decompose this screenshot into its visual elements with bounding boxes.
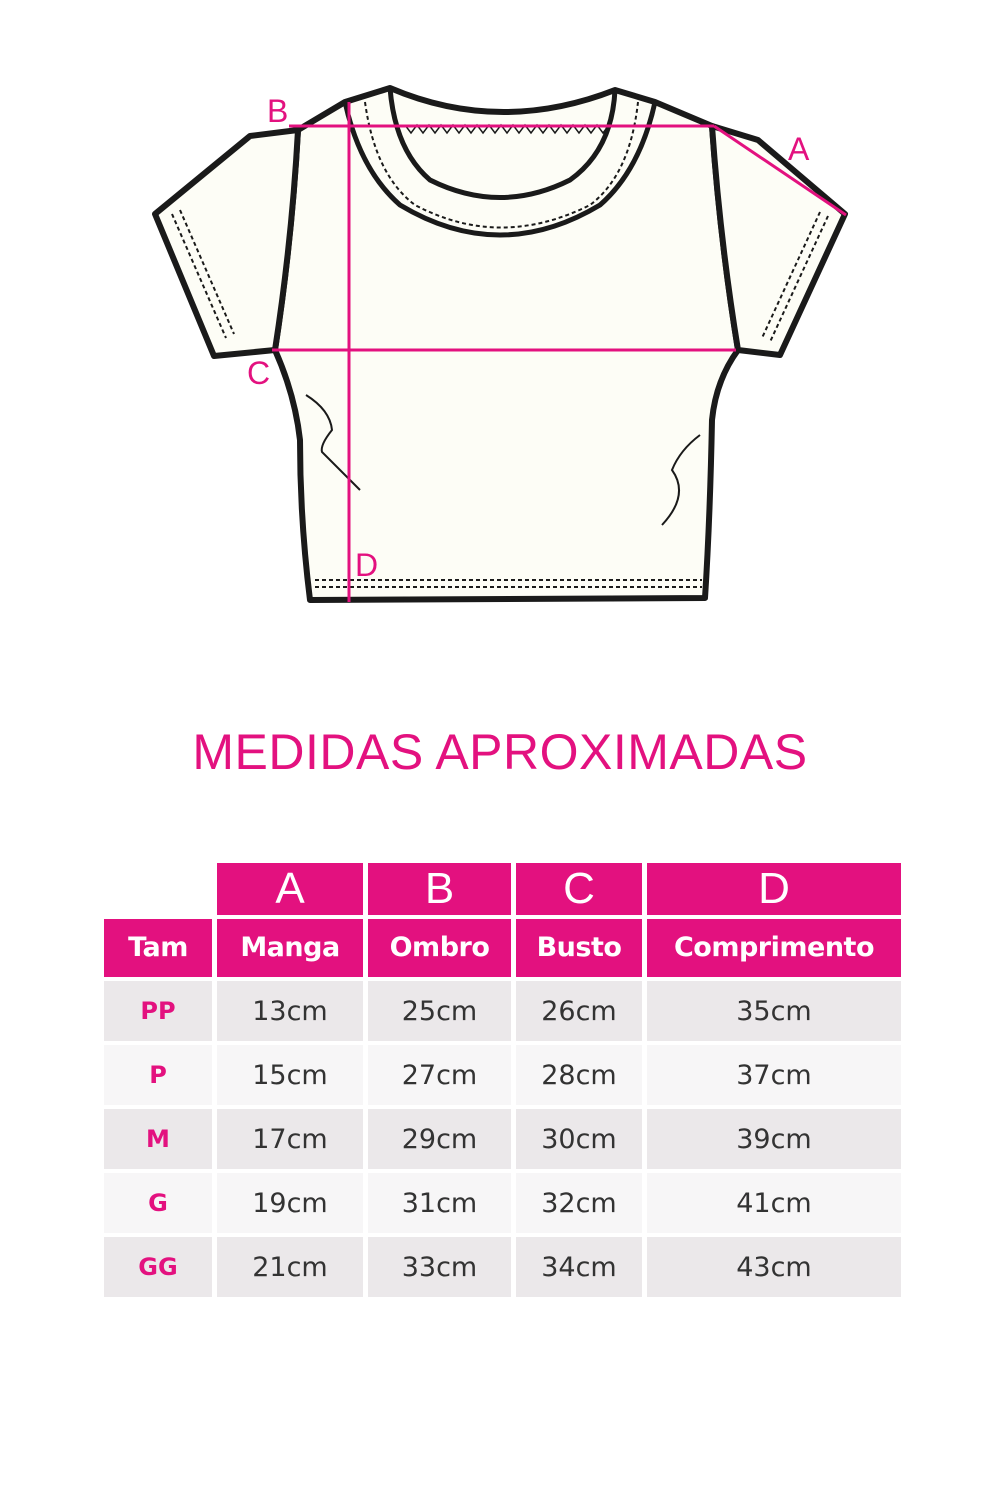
letter-header-c: C bbox=[516, 863, 642, 915]
ombro-cell: 25cm bbox=[368, 981, 511, 1041]
size-cell: G bbox=[104, 1173, 212, 1233]
label-c: C bbox=[247, 355, 271, 391]
manga-cell: 21cm bbox=[217, 1237, 363, 1297]
size-cell: M bbox=[104, 1109, 212, 1169]
label-a: A bbox=[788, 131, 810, 167]
right-sleeve bbox=[712, 126, 845, 355]
letter-header-empty bbox=[104, 863, 212, 915]
header-comprimento: Comprimento bbox=[647, 919, 901, 977]
manga-cell: 15cm bbox=[217, 1045, 363, 1105]
letter-header-d: D bbox=[647, 863, 901, 915]
table-row bbox=[104, 1237, 901, 1297]
header-ombro: Ombro bbox=[368, 919, 511, 977]
shirt-body bbox=[275, 88, 738, 600]
header-manga: Manga bbox=[217, 919, 363, 977]
letter-header-row bbox=[104, 863, 901, 915]
size-cell: P bbox=[104, 1045, 212, 1105]
comprimento-cell: 37cm bbox=[647, 1045, 901, 1105]
comprimento-cell: 43cm bbox=[647, 1237, 901, 1297]
busto-cell: 34cm bbox=[516, 1237, 642, 1297]
manga-cell: 13cm bbox=[217, 981, 363, 1041]
size-table bbox=[99, 859, 906, 1301]
label-d: D bbox=[355, 547, 379, 583]
manga-cell: 19cm bbox=[217, 1173, 363, 1233]
comprimento-cell: 35cm bbox=[647, 981, 901, 1041]
busto-cell: 26cm bbox=[516, 981, 642, 1041]
header-busto: Busto bbox=[516, 919, 642, 977]
letter-header-a: A bbox=[217, 863, 363, 915]
busto-cell: 32cm bbox=[516, 1173, 642, 1233]
label-b: B bbox=[267, 93, 289, 129]
busto-cell: 28cm bbox=[516, 1045, 642, 1105]
shirt-diagram bbox=[0, 0, 1000, 640]
comprimento-cell: 41cm bbox=[647, 1173, 901, 1233]
table-row bbox=[104, 1173, 901, 1233]
manga-cell: 17cm bbox=[217, 1109, 363, 1169]
comprimento-cell: 39cm bbox=[647, 1109, 901, 1169]
ombro-cell: 27cm bbox=[368, 1045, 511, 1105]
header-tam: Tam bbox=[104, 919, 212, 977]
table-row bbox=[104, 1109, 901, 1169]
table-row bbox=[104, 1045, 901, 1105]
left-sleeve bbox=[155, 130, 298, 356]
ombro-cell: 33cm bbox=[368, 1237, 511, 1297]
ombro-cell: 31cm bbox=[368, 1173, 511, 1233]
ombro-cell: 29cm bbox=[368, 1109, 511, 1169]
table-row bbox=[104, 981, 901, 1041]
column-header-row bbox=[104, 919, 901, 977]
page-title: MEDIDAS APROXIMADAS bbox=[192, 724, 808, 780]
size-cell: PP bbox=[104, 981, 212, 1041]
busto-cell: 30cm bbox=[516, 1109, 642, 1169]
size-cell: GG bbox=[104, 1237, 212, 1297]
letter-header-b: B bbox=[368, 863, 511, 915]
